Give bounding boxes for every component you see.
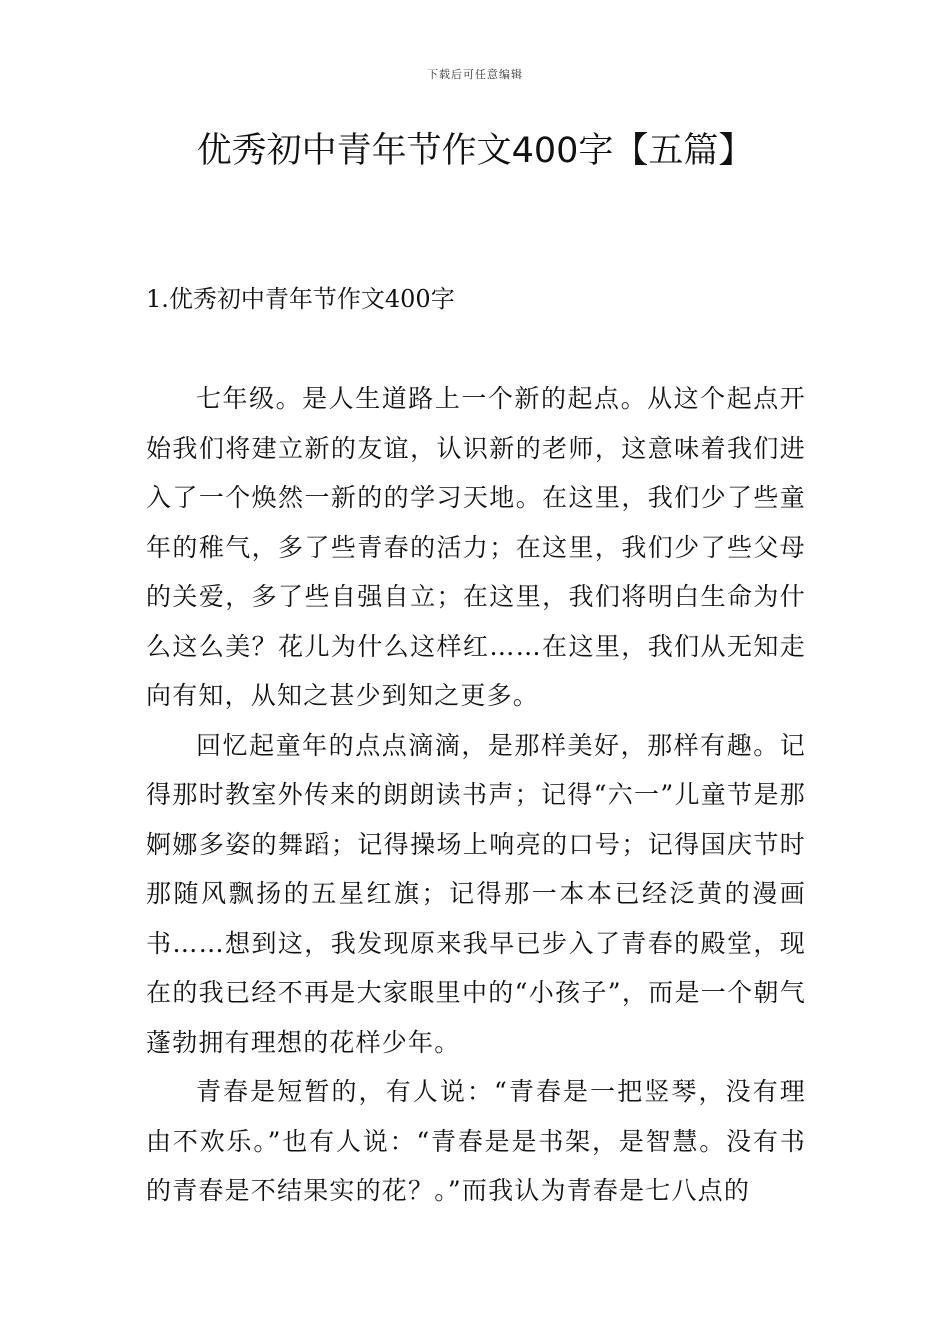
section-heading: 1.优秀初中青年节作文400字 (146, 285, 455, 313)
header-note: 下载后可任意编辑 (427, 68, 523, 81)
essay-body (146, 374, 806, 1216)
document-title: 优秀初中青年节作文400字【五篇】 (196, 131, 754, 171)
paragraph: 回忆起童年的点点滴滴，是那样美好，那样有趣。记得那时教室外传来的朗朗读书声；记得“六一”儿童节是那婀娜多姿的舞蹈；记得操场上响亮的口号；记得国庆节时那随风飘扬的五星红旗；记得那一本本已经泛黄的漫画书……想到这，我发现原来我早已步入了青春的殿堂，现在的我已经不再是大家眼里中的“小孩子”，而是一个朝气蓬勃拥有理想的花样少年。 (146, 730, 806, 1057)
paragraph: 七年级。是人生道路上一个新的起点。从这个起点开始我们将建立新的友谊，认识新的老师，这意味着我们进入了一个焕然一新的的学习天地。在这里，我们少了些童年的稚气，多了些青春的活力；在这里，我们少了些父母的关爱，多了些自强自立；在这里，我们将明白生命为什么这么美？花儿为什么这样红……在这里，我们从无知走向有知，从知之甚少到知之更多。 (146, 384, 806, 710)
paragraph: 青春是短暂的，有人说：“青春是一把竖琴，没有理由不欢乐。”也有人说：“青春是是书架，是智慧。没有书的青春是不结果实的花？。”而我认为青春是七八点的 (146, 1077, 806, 1205)
